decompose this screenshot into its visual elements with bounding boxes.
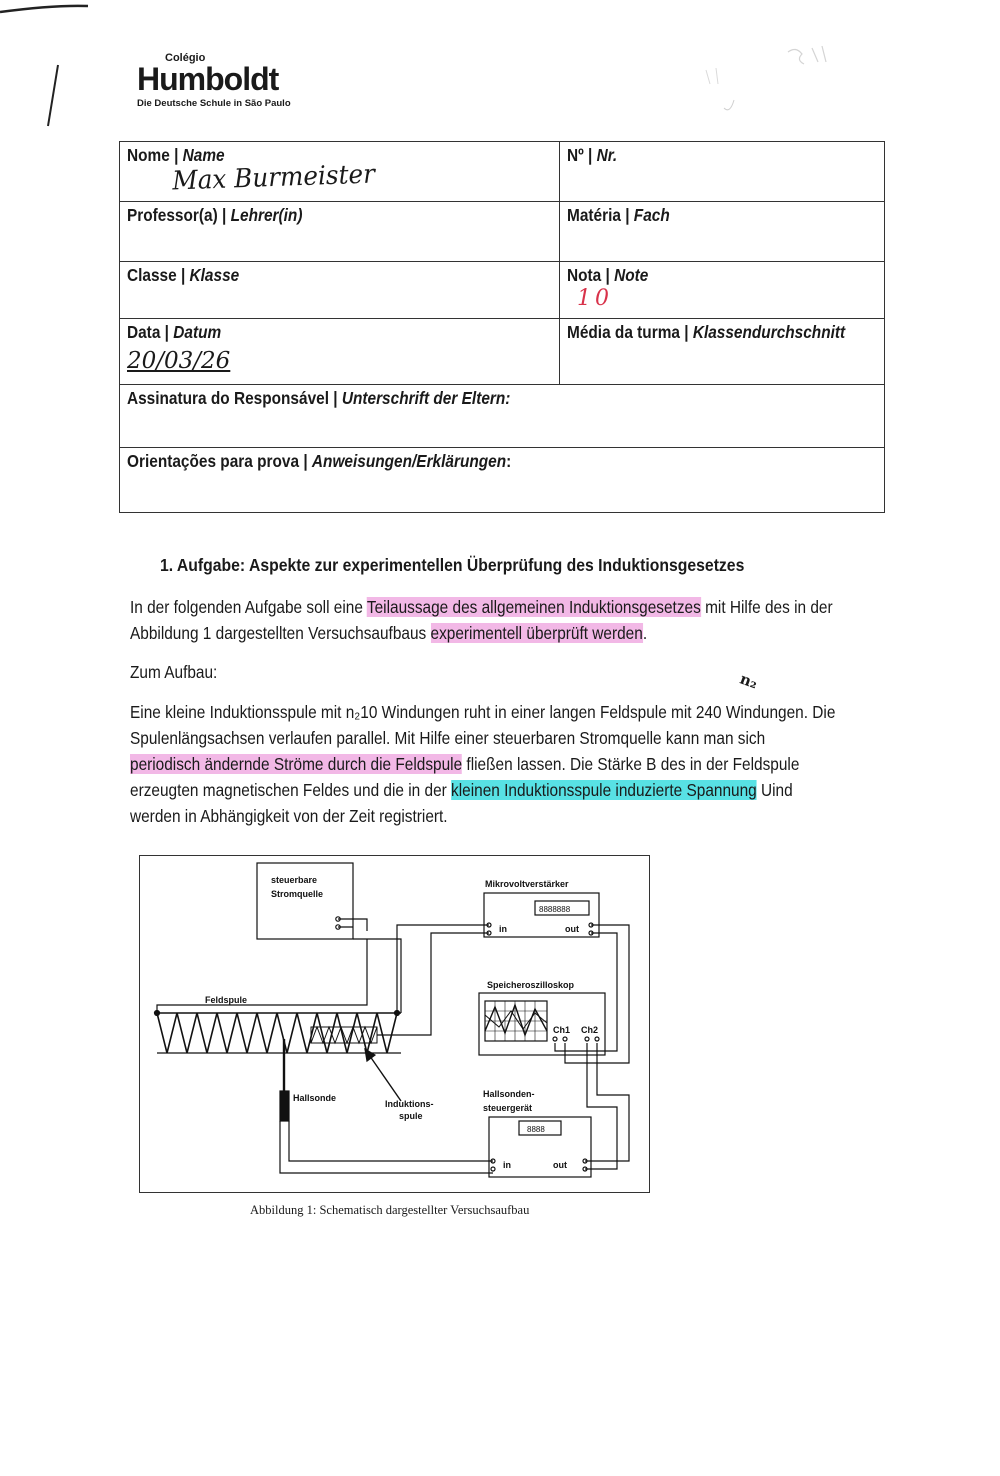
logo-subtitle: Die Deutsche Schule in São Paulo <box>137 98 291 109</box>
hall-probe-label: Hallsonde <box>293 1093 337 1103</box>
source-label-2: Stromquelle <box>271 889 324 899</box>
nr-label: Nº | Nr. <box>567 145 618 165</box>
scope-label: Speicheroszilloskop <box>487 980 575 990</box>
body-line-2: Spulenlängsachsen verlaufen parallel. Mit Hilfe einer steuerbaren Stromquelle kann man sich <box>130 728 766 748</box>
instructions-cell[interactable] <box>119 447 885 513</box>
induction-coil-label-1: Induktions- <box>385 1099 434 1109</box>
grade-handwritten: 10 <box>577 286 613 311</box>
body-line-3: periodisch ändernde Ströme durch die Feldspule fließen lassen. Die Stärke B des in der Feldspule <box>130 754 800 774</box>
signature-label: Assinatura do Responsável | Unterschrift der Eltern: <box>127 388 511 408</box>
scope-ch1-label: Ch1 <box>553 1025 571 1035</box>
logo-top-text: Colégio <box>165 52 206 64</box>
highlight-pink: Teilaussage des allgemeinen Induktionsgesetzes <box>366 597 701 617</box>
hall-probe <box>280 1091 289 1121</box>
grade-label: Nota | Note <box>567 265 649 285</box>
teacher-label: Professor(a) | Lehrer(in) <box>127 205 303 225</box>
class-cell[interactable] <box>119 261 559 318</box>
name-cell[interactable] <box>119 141 559 201</box>
body-line-1: Eine kleine Induktionsspule mit n₂10 Windungen ruht in einer langen Feldspule mit 240 Windungen. Die <box>130 702 836 722</box>
class-label: Classe | Klasse <box>127 265 240 285</box>
experiment-diagram <box>139 855 650 1193</box>
intro-line-1: In der folgenden Aufgabe soll eine Teilaussage des allgemeinen Induktionsgesetzes mit Hilfe des in der <box>130 597 833 617</box>
oscilloscope-box <box>479 993 605 1055</box>
nr-cell[interactable] <box>559 141 885 201</box>
margin-note: n₂ <box>737 669 761 693</box>
scan-mark-top <box>0 0 1000 30</box>
scan-mark-left <box>40 60 70 140</box>
school-logo <box>137 52 337 110</box>
body-line-4: erzeugten magnetischen Feldes und die in der kleinen Induktionsspule induzierte Spannung Uind <box>130 780 793 800</box>
date-label: Data | Datum <box>127 322 222 342</box>
amp-display-digits: 8888888 <box>539 905 571 914</box>
subject-label: Matéria | Fach <box>567 205 670 225</box>
amp-label: Mikrovoltverstärker <box>485 879 569 889</box>
average-cell[interactable] <box>559 318 885 384</box>
date-handwritten: 20/03/26 <box>127 348 231 374</box>
highlight-pink: experimentell überprüft werden <box>430 623 643 643</box>
induction-coil-label-2: spule <box>399 1111 423 1121</box>
hall-controller-display-digits: 8888 <box>527 1125 545 1134</box>
date-cell[interactable] <box>119 318 559 384</box>
instructions-label: Orientações para prova | Anweisungen/Erklärungen: <box>127 451 512 471</box>
task-title: 1. Aufgabe: Aspekte zur experimentellen Überprüfung des Induktionsgesetzes <box>160 555 745 575</box>
subject-cell[interactable] <box>559 201 885 261</box>
highlight-pink: periodisch ändernde Ströme durch die Feldspule <box>130 754 463 774</box>
amp-out-label: out <box>565 924 579 934</box>
name-label: Nome | Name <box>127 145 225 165</box>
teacher-cell[interactable] <box>119 201 559 261</box>
hall-controller-out-label: out <box>553 1160 567 1170</box>
average-label: Média da turma | Klassendurchschnitt <box>567 322 846 342</box>
field-coil <box>157 1013 397 1053</box>
signature-cell[interactable] <box>119 384 885 447</box>
field-coil-label: Feldspule <box>205 995 248 1005</box>
name-handwritten: Max Burmeister <box>171 159 376 197</box>
amp-in-label: in <box>499 924 507 934</box>
highlight-cyan: kleinen Induktionsspule induzierte Spannung <box>451 780 757 800</box>
logo-main-text: Humboldt <box>137 61 279 97</box>
hall-controller-in-label: in <box>503 1160 511 1170</box>
pencil-scribble <box>690 40 850 130</box>
hall-controller-label-1: Hallsonden- <box>483 1089 535 1099</box>
hall-controller-label-2: steuergerät <box>483 1103 533 1113</box>
source-label-1: steuerbare <box>271 875 318 885</box>
grade-cell[interactable] <box>559 261 885 318</box>
intro-line-2: Abbildung 1 dargestellten Versuchsaufbaus experimentell überprüft werden. <box>130 623 648 643</box>
scope-ch2-label: Ch2 <box>581 1025 599 1035</box>
setup-heading: Zum Aufbau: <box>130 662 218 682</box>
body-line-5: werden in Abhängigkeit von der Zeit registriert. <box>130 806 448 826</box>
figure-caption: Abbildung 1: Schematisch dargestellter Versuchsaufbau <box>250 1203 530 1217</box>
